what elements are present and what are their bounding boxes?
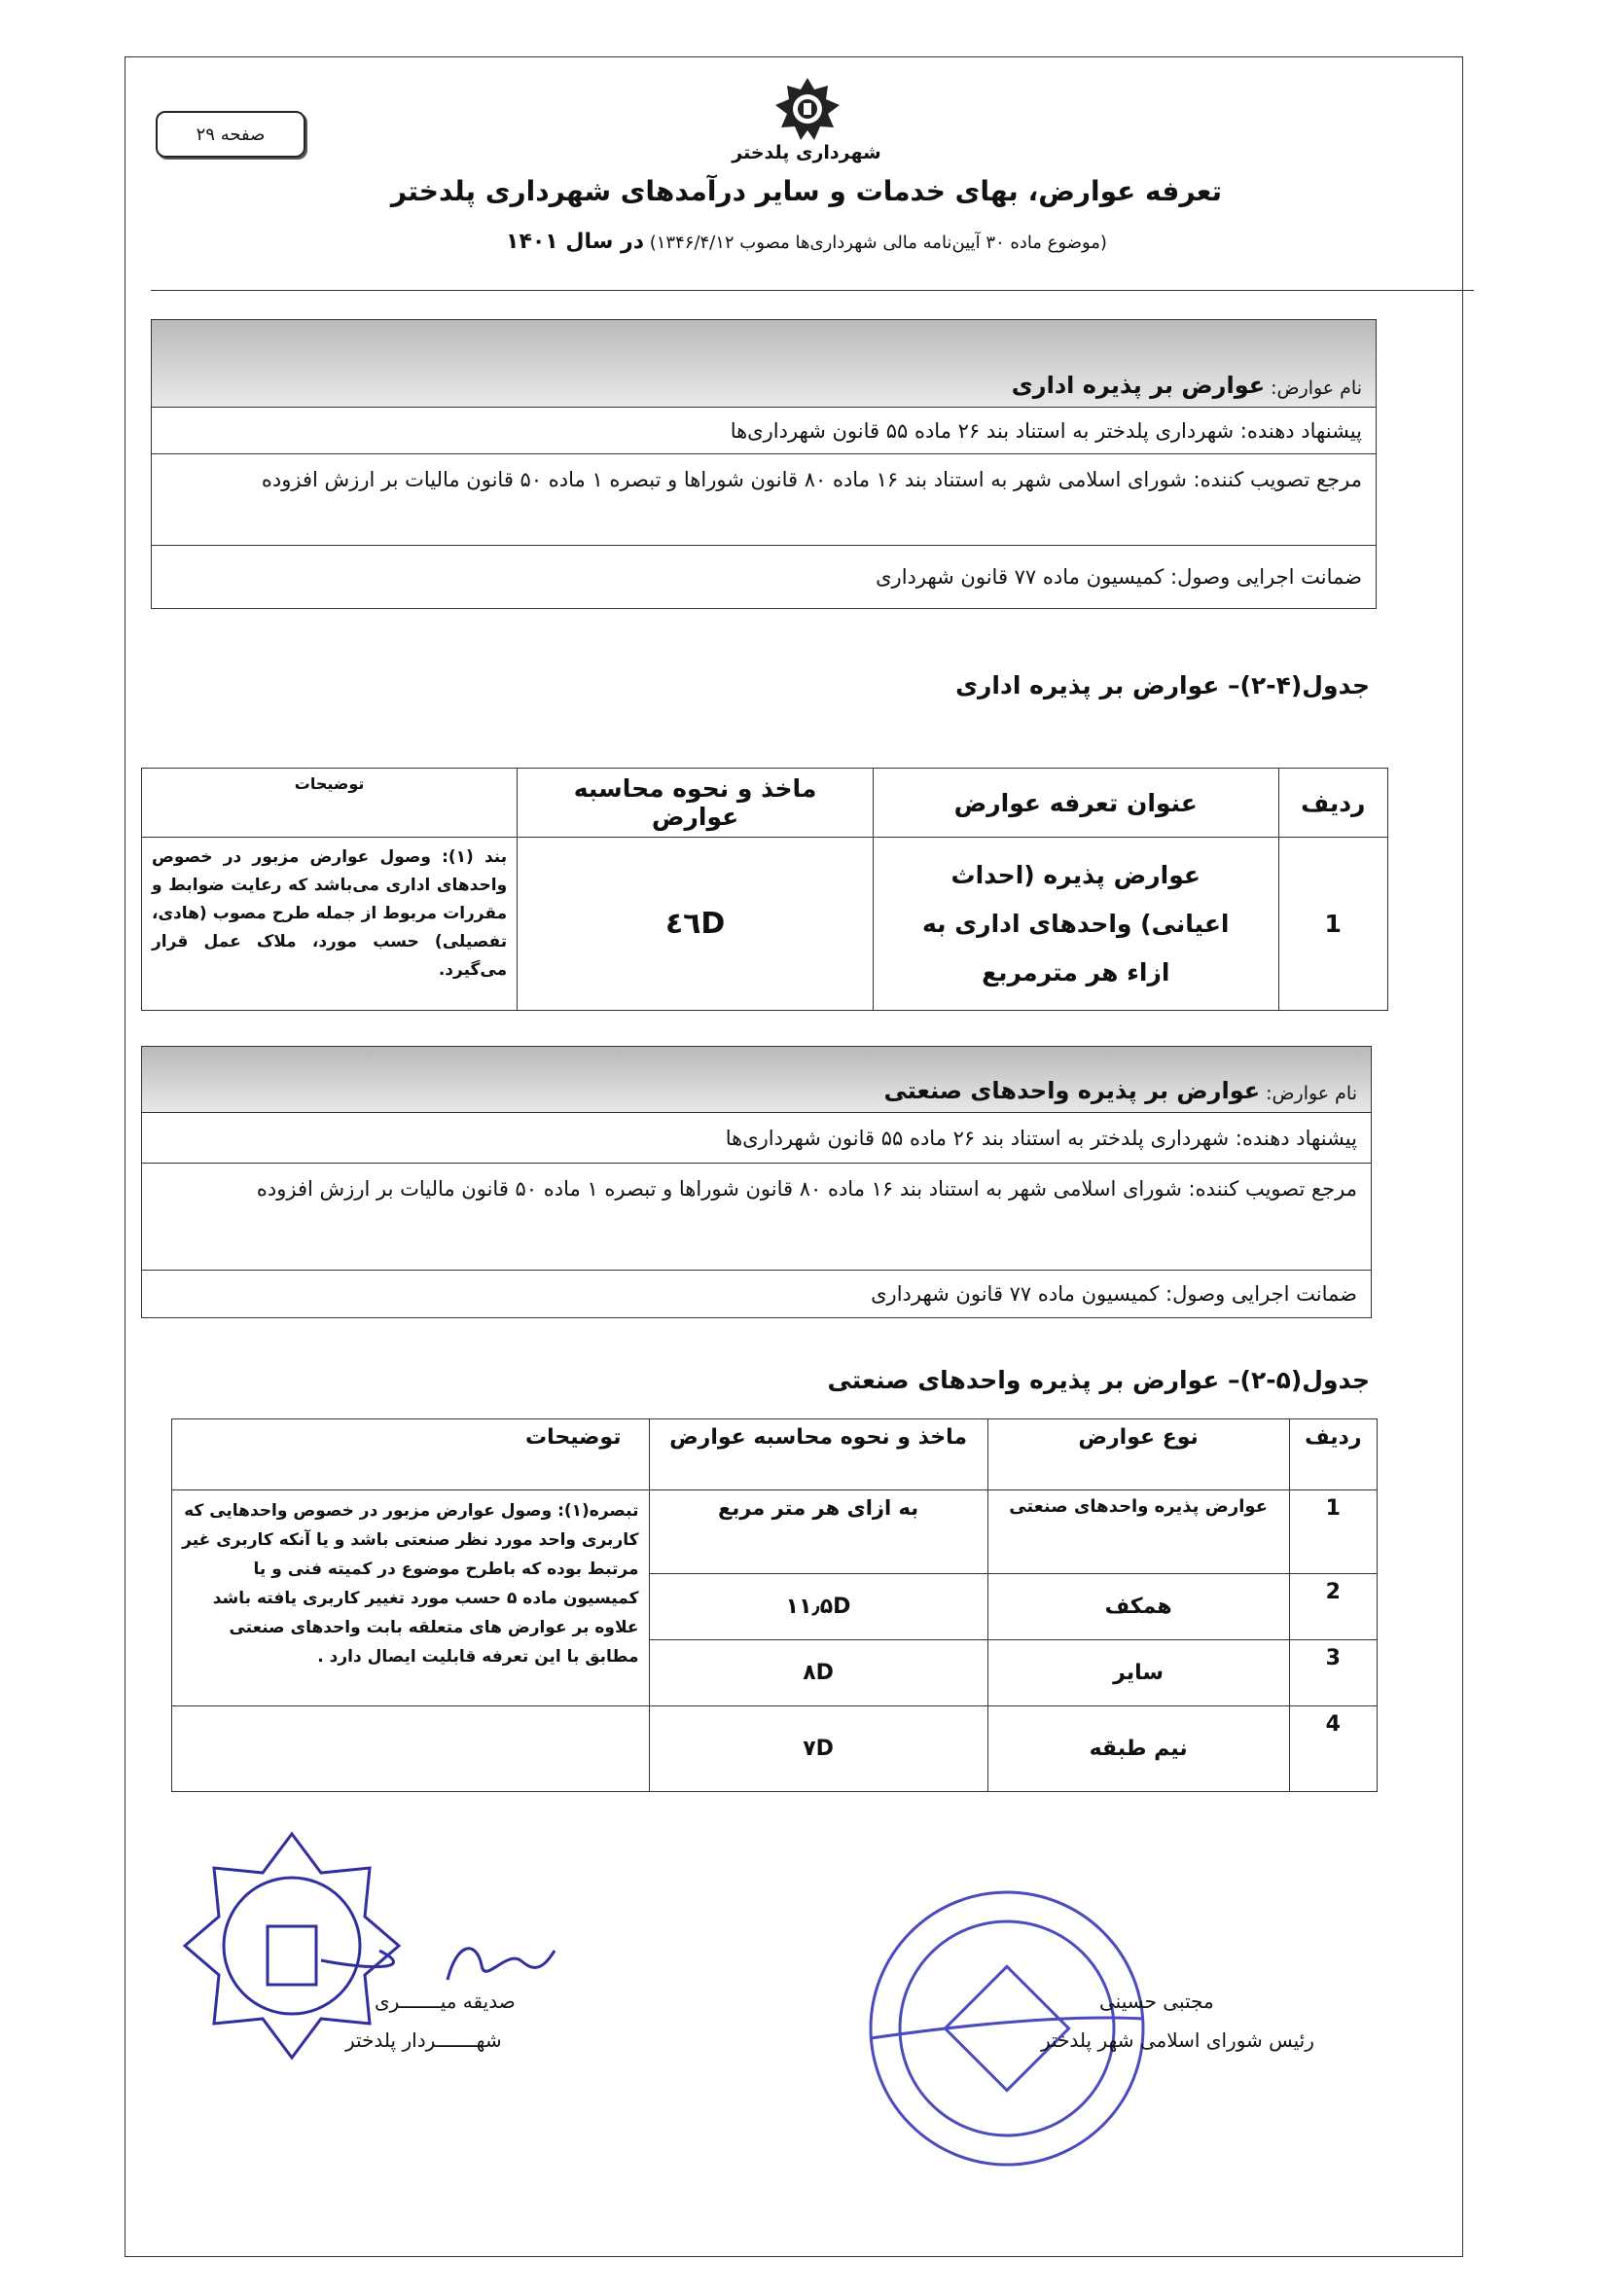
table-header-row: [142, 769, 1388, 838]
fee-formula: به ازای هر متر مربع: [649, 1490, 987, 1574]
page-subtitle: [0, 230, 1613, 254]
row-number: 4: [1289, 1706, 1377, 1792]
header-title: عنوان تعرفه عوارض: [874, 769, 1279, 838]
industrial-fee-table: [171, 1418, 1378, 1792]
council-head-name: مجتبی حسینی: [1099, 1990, 1214, 2013]
council-head-title: رئیس شورای اسلامی شهر پلدختر: [1041, 2028, 1314, 2052]
table-row: [172, 1490, 1378, 1574]
header-notes: توضیحات: [172, 1419, 650, 1490]
fee-name-row: [152, 320, 1376, 408]
fee-notes: تبصره(۱): وصول عوارض مزبور در خصوص واحدهایی که کاربری واحد مورد نظر صنعتی باشد و یا آنکه کاربری غیر مرتبط بوده که باطرح موضوع در کمیته فنی و یا کمیسیون ماده ۵ حسب مورد تغییر کاربری یافته باشد علاوه بر عوارض های متعلقه بابت واحدهای صنعتی مطابق با این تعرفه قابلیت ایصال دارد .: [172, 1490, 650, 1706]
fee-title: عوارض پذیره (احداث اعیانی) واحدهای اداری به ازاء هر مترمربع: [874, 838, 1279, 1011]
header-divider: [151, 290, 1474, 291]
subtitle-year: در سال ۱۴۰۱: [506, 230, 644, 254]
fee-name-value: عوارض بر پذیره واحدهای صنعتی: [883, 1077, 1261, 1104]
header-row-number: ردیف: [1278, 769, 1387, 838]
table1-caption: جدول(۴-۲)– عوارض بر پذیره اداری: [955, 671, 1370, 700]
fee-formula: ٤٦D: [518, 838, 874, 1011]
fee-name-label: نام عوارض:: [1266, 1083, 1357, 1104]
table-row: [142, 838, 1388, 1011]
header-formula: ماخذ و نحوه محاسبه عوارض: [649, 1419, 987, 1490]
page-title: تعرفه عوارض، بهای خدمات و سایر درآمدهای شهرداری پلدختر: [390, 175, 1223, 207]
office-fee-table: [141, 768, 1388, 1011]
fee-type: نیم طبقه: [987, 1706, 1289, 1792]
fee-notes: بند (۱): وصول عوارض مزبور در خصوص واحدهای اداری می‌باشد که رعایت ضوابط و مقررات مربوط از جمله طرح مصوب (هادی، تفصیلی) حسب مورد، ملاک عمل قرار می‌گیرد.: [142, 838, 518, 1011]
page-number-badge: صفحه ۲۹: [156, 111, 305, 158]
proposer-row: پیشنهاد دهنده: شهرداری پلدختر به استناد بند ۲۶ ماده ۵۵ قانون شهرداری‌ها: [142, 1113, 1371, 1164]
mayor-name: صدیقه میـــــــری: [375, 1990, 516, 2013]
fee-info-box-industrial: [141, 1046, 1372, 1318]
fee-name-row: [142, 1047, 1371, 1113]
fee-formula: ۱۱٫۵D: [649, 1574, 987, 1640]
fee-type: سایر: [987, 1640, 1289, 1706]
row-number: 3: [1289, 1640, 1377, 1706]
header-type: نوع عوارض: [987, 1419, 1289, 1490]
table-row: [172, 1706, 1378, 1792]
row-number: 1: [1289, 1490, 1377, 1574]
header-row-number: ردیف: [1289, 1419, 1377, 1490]
fee-formula: ۸D: [649, 1640, 987, 1706]
fee-name-label: نام عوارض:: [1271, 377, 1362, 399]
fee-info-box-office: [151, 319, 1377, 609]
mayor-title: شهـــــــردار پلدختر: [345, 2028, 502, 2052]
municipality-logo-icon: [773, 76, 842, 144]
fee-type: همکف: [987, 1574, 1289, 1640]
fee-name-value: عوارض بر پذیره اداری: [1011, 372, 1266, 399]
approver-row: مرجع تصویب کننده: شورای اسلامی شهر به استناد بند ۱۶ ماده ۸۰ قانون شوراها و تبصره ۱ ماده ۵۰ قانون مالیات بر ارزش افزوده: [152, 454, 1376, 546]
table2-caption: جدول(۵-۲)– عوارض بر پذیره واحدهای صنعتی: [827, 1366, 1370, 1394]
proposer-row: پیشنهاد دهنده: شهرداری پلدختر به استناد بند ۲۶ ماده ۵۵ قانون شهرداری‌ها: [152, 408, 1376, 454]
guarantee-row: ضمانت اجرایی وصول: کمیسیون ماده ۷۷ قانون شهرداری: [876, 565, 1362, 589]
header-formula: ماخذ و نحوه محاسبه عوارض: [518, 769, 874, 838]
fee-formula: ۷D: [649, 1706, 987, 1792]
header-notes: توضیحات: [142, 769, 518, 838]
fee-type: عوارض پذیره واحدهای صنعتی: [987, 1490, 1289, 1574]
row-number: 1: [1278, 838, 1387, 1011]
approver-row: مرجع تصویب کننده: شورای اسلامی شهر به استناد بند ۱۶ ماده ۸۰ قانون شوراها و تبصره ۱ ماده ۵۰ قانون مالیات بر ارزش افزوده: [142, 1164, 1371, 1271]
subtitle-text: (موضوع ماده ۳۰ آیین‌نامه مالی شهرداری‌ها مصوب ۱۳۴۶/۴/۱۲): [649, 233, 1107, 253]
guarantee-row: ضمانت اجرایی وصول: کمیسیون ماده ۷۷ قانون شهرداری: [871, 1282, 1357, 1306]
row-number: 2: [1289, 1574, 1377, 1640]
empty-cell: [172, 1706, 650, 1792]
organization-name: شهرداری پلدختر: [732, 142, 881, 163]
table-header-row: [172, 1419, 1378, 1490]
